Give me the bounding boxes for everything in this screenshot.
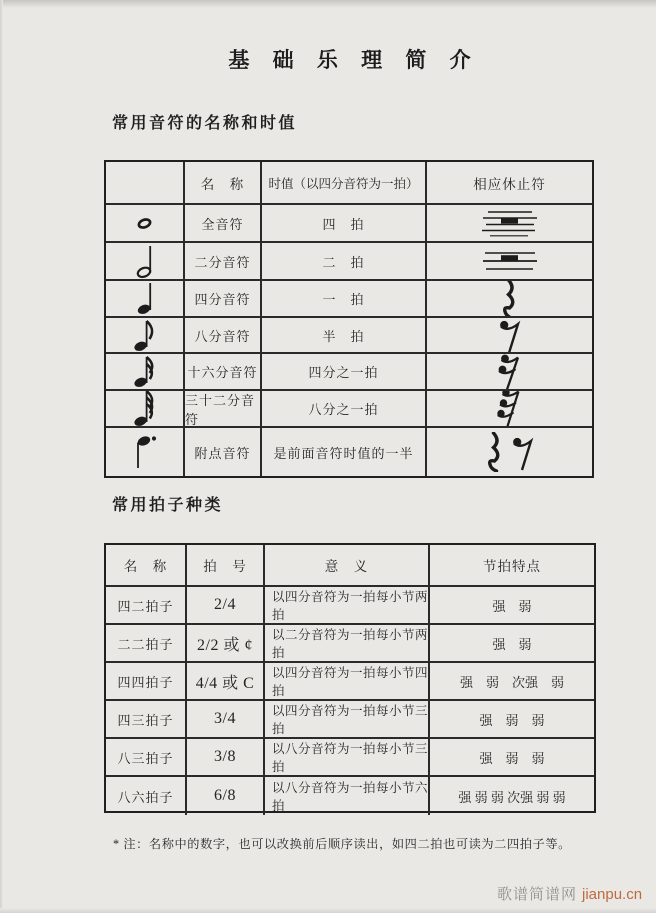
note-name: 全音符 xyxy=(185,205,262,243)
meter-meaning: 以四分音符为一拍每小节四拍 xyxy=(265,663,430,701)
meter-meaning: 以八分音符为一拍每小节三拍 xyxy=(265,739,430,777)
meter-signature: 6/8 xyxy=(187,777,265,815)
dotted-note-icon xyxy=(133,435,157,469)
whole-rest-icon xyxy=(481,209,539,237)
meters-header-meaning: 意 义 xyxy=(265,545,430,587)
notes-section-heading: 常用音符的名称和时值 xyxy=(112,115,298,132)
meter-meaning: 以二分音符为一拍每小节两拍 xyxy=(265,625,430,663)
meters-header-pattern: 节拍特点 xyxy=(430,545,594,587)
note-name: 二分音符 xyxy=(185,243,262,281)
meter-pattern: 强 弱 xyxy=(430,625,594,663)
meter-name: 八三拍子 xyxy=(106,739,187,777)
note-name: 四分音符 xyxy=(185,281,262,318)
half-rest-icon xyxy=(481,250,539,272)
meter-pattern: 强 弱 次强 弱 xyxy=(430,663,594,701)
note-symbol-cell xyxy=(106,318,185,354)
note-name: 附点音符 xyxy=(185,428,262,476)
meter-pattern: 强 弱 xyxy=(430,587,594,625)
rest-symbol-cell xyxy=(427,281,592,318)
page-edge-bottom xyxy=(0,908,656,913)
meter-pattern: 强 弱 弱 xyxy=(430,739,594,777)
meter-name: 四四拍子 xyxy=(106,663,187,701)
thirty-second-rest-icon xyxy=(497,391,522,428)
meter-meaning: 以八分音符为一拍每小节六拍 xyxy=(265,777,430,815)
note-symbol-cell xyxy=(106,428,185,476)
notes-header-symbol xyxy=(106,162,185,205)
meter-signature: 2/4 xyxy=(187,587,265,625)
meter-meaning: 以四分音符为一拍每小节两拍 xyxy=(265,587,430,625)
dotted-quarter-rest-icon xyxy=(486,432,503,472)
page-edge-left xyxy=(0,0,3,913)
meter-signature: 3/8 xyxy=(187,739,265,777)
quarter-rest-icon xyxy=(501,281,518,318)
note-name: 十六分音符 xyxy=(185,354,262,391)
notes-header-value: 时值（以四分音符为一拍） xyxy=(262,162,427,205)
note-value: 一 拍 xyxy=(262,281,427,318)
meters-table xyxy=(104,543,596,813)
note-name: 三十二分音符 xyxy=(185,391,262,428)
rest-symbol-cell xyxy=(427,428,592,476)
meter-pattern: 强 弱 弱 次强 弱 弱 xyxy=(458,789,566,805)
watermark xyxy=(497,883,642,904)
meter-name: 八六拍子 xyxy=(106,777,187,815)
dotted-eighth-rest-icon xyxy=(512,434,534,471)
note-value: 八分之一拍 xyxy=(262,391,427,428)
note-value: 四 拍 xyxy=(262,205,427,243)
page-edge-top xyxy=(0,0,656,8)
notes-header-name: 名 称 xyxy=(185,162,262,205)
meter-signature: 3/4 xyxy=(187,701,265,739)
note-symbol-cell xyxy=(106,243,185,281)
note-symbol-cell xyxy=(106,281,185,318)
meters-section-heading: 常用拍子种类 xyxy=(112,497,224,514)
thirty-second-note-icon xyxy=(133,391,157,427)
rest-symbol-cell xyxy=(427,391,592,428)
note-symbol-cell xyxy=(106,354,185,391)
note-name: 八分音符 xyxy=(185,318,262,354)
note-value: 是前面音符时值的一半 xyxy=(262,428,427,476)
rest-symbol-cell xyxy=(427,354,592,391)
note-value: 四分之一拍 xyxy=(262,354,427,391)
sixteenth-note-icon xyxy=(133,355,157,388)
footnote: * 注：名称中的数字，也可以改换前后顺序读出，如四二拍也可读为二四拍子等。 xyxy=(113,837,571,851)
rest-symbol-cell xyxy=(427,318,592,354)
eighth-rest-icon xyxy=(499,318,521,354)
notes-header-rest: 相应休止符 xyxy=(427,162,592,205)
rest-symbol-cell xyxy=(427,243,592,281)
note-symbol-cell xyxy=(106,391,185,428)
meter-pattern: 强 弱 弱 xyxy=(430,701,594,739)
meter-signature: 2/2 或 ¢ xyxy=(187,625,265,663)
page-title: 基 础 乐 理 简 介 xyxy=(228,48,480,72)
sixteenth-rest-icon xyxy=(498,354,521,391)
meters-header-name: 名 称 xyxy=(106,545,187,587)
note-symbol-cell xyxy=(106,205,185,243)
note-value: 半 拍 xyxy=(262,318,427,354)
meter-name: 二二拍子 xyxy=(106,625,187,663)
whole-note-icon xyxy=(137,218,152,229)
meters-header-signature: 拍 号 xyxy=(187,545,265,587)
meter-name: 四三拍子 xyxy=(106,701,187,739)
meter-signature: 4/4 或 C xyxy=(187,663,265,701)
notes-table xyxy=(104,160,594,478)
rest-symbol-cell xyxy=(427,205,592,243)
eighth-note-icon xyxy=(133,319,157,352)
note-value: 二 拍 xyxy=(262,243,427,281)
meter-meaning: 以四分音符为一拍每小节三拍 xyxy=(265,701,430,739)
quarter-note-icon xyxy=(135,282,154,315)
watermark-site-name: 歌谱简谱网 xyxy=(497,887,578,903)
watermark-domain: jianpu.cn xyxy=(582,886,643,903)
half-note-icon xyxy=(135,245,154,278)
meter-name: 四二拍子 xyxy=(106,587,187,625)
